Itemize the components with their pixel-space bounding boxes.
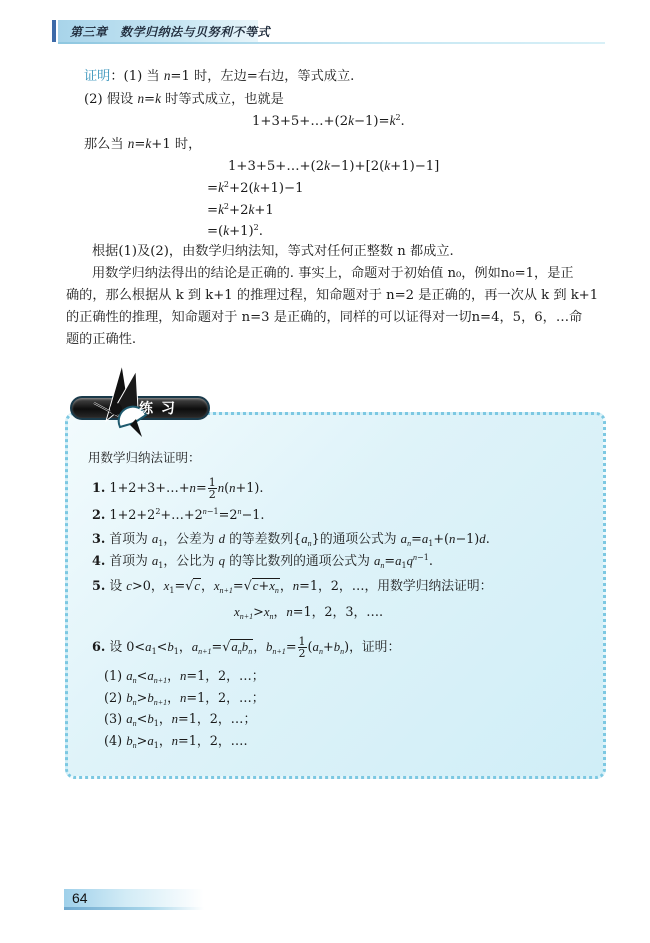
proof-step-2: (2) 假设 n=k 时等式成立，也就是 [84, 91, 284, 107]
exercise-item-5-claim: $x_{n+1}>x_n$，n=1，2，3，…. [234, 605, 384, 621]
paragraph-line-1: 用数学归纳法得出的结论是正确的. 事实上，命题对于初始值 n₀，例如n₀=1，是正 [92, 266, 574, 281]
proof-then: 那么当 n=k+1 时， [84, 136, 202, 152]
paragraph-line-3: 的正确性的推理，知命题对于 n=3 是正确的，同样的可以证得对一切n=4，5，6，…命 [66, 310, 583, 325]
exercise-item-1: 1. 1+2+3+…+n= $\frac{1}{2}$ n(n+1). [92, 476, 264, 501]
hypothesis-equation: $1+3+5+\dots+(2k-1)=k^2$. [252, 113, 405, 129]
header-accent-bar [52, 20, 56, 42]
exercise-item-4: 4. 首项为 $a_1$，公比为 q 的等比数列的通项公式为 $a_n=a_1q^{n-1}$. [92, 553, 433, 570]
derivation-line-2: $=k^2+2(k+1)-1$ [207, 180, 304, 196]
chapter-title: 第三章 数学归纳法与贝努利不等式 [70, 25, 271, 39]
header-underline [58, 42, 605, 44]
exercise-item-3: 3. 首项为 $a_1$，公差为 d 的等差数列$\{a_n\}$的通项公式为 $a_n=a_1+(n-1)d$. [92, 532, 490, 548]
proof-conclusion: 根据(1)及(2)，由数学归纳法知，等式对任何正整数 n 都成立. [92, 244, 454, 259]
exercise-badge [66, 393, 214, 423]
exercise-item-6-part-4: (4) $b_n>a_1$，n=1，2，…. [104, 734, 248, 750]
badge-label: 练习 [139, 401, 183, 417]
exercise-item-6-part-1: (1) $a_n<a_{n+1}$，n=1，2，…； [104, 669, 265, 685]
exercise-item-6-part-3: (3) $a_n<b_1$，n=1，2，…； [104, 712, 257, 728]
paragraph-line-2: 确的，那么根据从 k 到 k+1 的推理过程，知命题对于 n=2 是正确的，再一次从 k 到 k+1 [66, 288, 599, 303]
derivation-line-4: $=(k+1)^2$. [207, 223, 263, 239]
exercise-item-2: 2. $1+2+2^2+\dots+2^{n-1}=2^n-1$. [92, 507, 265, 523]
derivation-line-1: 1+3+5+…+(2k−1)+[2(k+1)−1] [228, 158, 440, 174]
paragraph-line-4: 题的正确性. [66, 332, 137, 347]
exercise-intro: 用数学归纳法证明： [88, 450, 201, 465]
proof-label: 证明 [84, 69, 111, 84]
page-number-underline [64, 907, 204, 910]
proof-step-1: 证明：(1) 当 n=1 时，左边=右边，等式成立. [84, 68, 355, 84]
page-number: 64 [72, 890, 88, 906]
derivation-line-3: $=k^2+2k+1$ [207, 202, 274, 218]
exercise-item-6: 6. 设 $0<a_1<b_1$，$a_{n+1}=√a_nb_n$，$b_{n+1}=$ $\frac{1}{2}$ $(a_n+b_n)$，证明： [92, 635, 401, 660]
chapter-header [52, 20, 605, 46]
exercise-item-6-part-2: (2) $b_n>b_{n+1}$，n=1，2，…； [104, 691, 265, 707]
exercise-item-5: 5. 设 c>0，$x_1=√c$，$x_{n+1}=√c+x_n$，n=1，2，…，用数学归纳法证明： [92, 579, 493, 595]
